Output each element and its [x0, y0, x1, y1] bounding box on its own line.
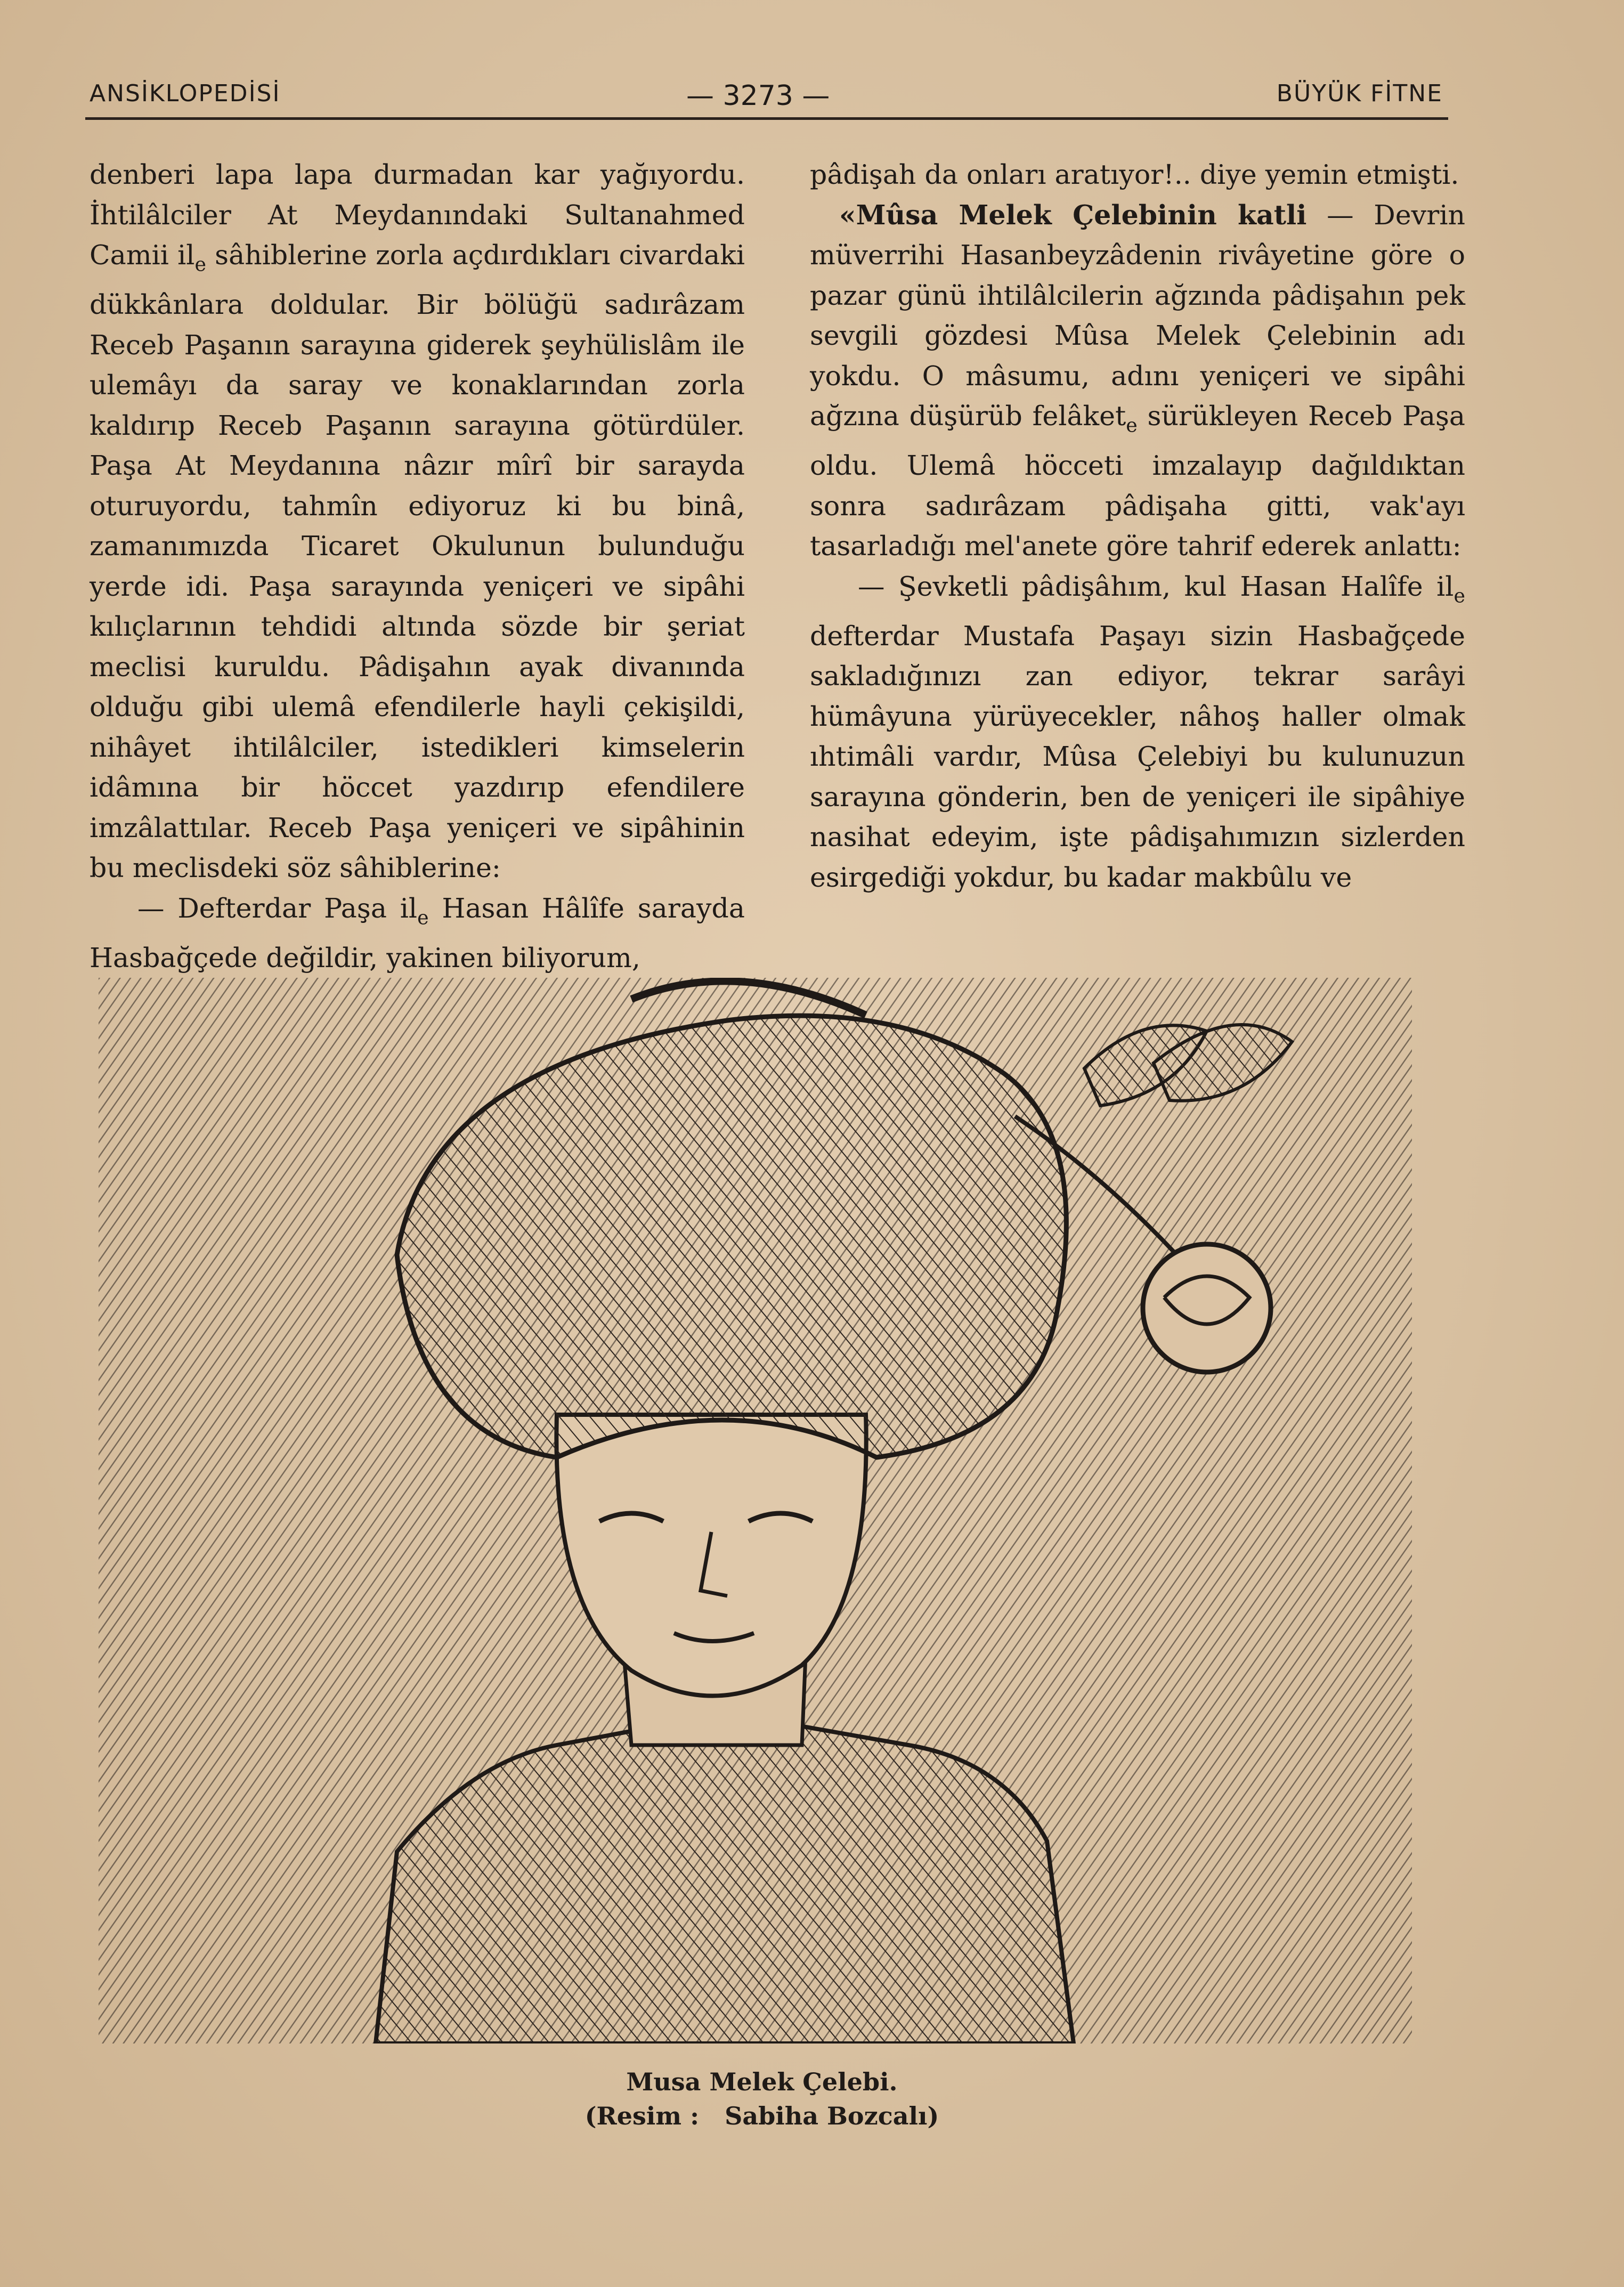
section-heading: «Mûsa Melek Çelebinin katli — [839, 199, 1307, 231]
header-right: BÜYÜK FİTNE — [1276, 80, 1443, 107]
left-paragraph-1 — [90, 155, 745, 888]
right-p3-diacritic: e — [1454, 584, 1465, 607]
right-p3-text-a: — Şevketli pâdişâhım, kul Hasan Halîfe il — [858, 570, 1454, 602]
right-p2-diacritic: e — [1126, 413, 1138, 437]
right-paragraph-3 — [810, 566, 1465, 898]
running-head — [90, 75, 1443, 117]
right-paragraph-1: pâdişah da onları aratıyor!.. diye yemin etmişti. — [810, 159, 1459, 190]
left-p2-text-b: Hasan Hâlîfe sarayda Hasbağçede değildir, yakinen biliyorum, — [90, 892, 745, 974]
left-paragraph-2 — [90, 888, 745, 978]
left-p1-text-a: denberi lapa lapa durmadan kar yağıyordu. İhtilâlciler At Meydanındaki Sultanahmed Camii il — [90, 159, 745, 271]
caption-title: Musa Melek Çelebi. — [626, 2067, 898, 2096]
portrait-drawing — [99, 978, 1412, 2043]
left-column — [90, 155, 745, 974]
header-left: ANSİKLOPEDİSİ — [90, 80, 281, 107]
portrait-illustration — [99, 978, 1412, 2043]
caption-credit: (Resim : Sabiha Bozcalı) — [584, 2102, 939, 2130]
right-p3-text-b: defterdar Mustafa Paşayı sizin Hasbağçede sakladığınızı zan ediyor, tekrar sarâyi hümâyuna yürüyecekler, nâhoş haller olmak ıhtimâli vardır, Mûsa Çelebiyi bu kulunuzun sarayına gönderin, ben de yeniçeri ile sipâhiye nasihat edeyim, işte pâdişahımızın sizlerden esirgediği yokdur, bu kadar makbûlu ve — [810, 620, 1465, 893]
right-paragraph-2 — [810, 195, 1465, 566]
page-number: — 3273 — — [686, 80, 830, 112]
figure-caption — [543, 2065, 980, 2133]
left-p1-text-b: sâhiblerine zorla açdırdıkları civardaki dükkânlara doldular. Bir bölüğü sadırâzam Receb Paşanın sarayına giderek şeyhülislâm ile ulemâyı da saray ve konaklarından zorla kaldırıp Receb Paşanın sarayına götürdüler. Paşa At Meydanına nâzır mîrî bir sarayda oturuyordu, tahmîn ediyoruz ki bu binâ, zamanımızda Ticaret Okulunun bulunduğu yerde idi. Paşa sarayında yeniçeri ve sipâhi kılıçlarının tehdidi altında sözde bir şeriat meclisi kuruldu. Pâdişahın ayak divanında olduğu gibi ulemâ efendilerle hayli çekişildi, nihâyet ihtilâlciler, istedikleri kimselerin idâmına bir höccet yazdırıp efendilere imzâlattılar. Receb Paşa yeniçeri ve sipâhinin bu meclisdeki söz sâhiblerine: — [90, 239, 745, 884]
right-column — [810, 155, 1465, 948]
header-rule — [85, 117, 1448, 120]
rose-flower — [1143, 1244, 1271, 1372]
right-p2-text-b: sürükleyen Receb Paşa oldu. Ulemâ höcceti imzalayıp dağıldıktan sonra sadırâzam pâdişaha gitti, vak'ayı tasarladığı mel'anete göre tahrif ederek anlattı: — [810, 400, 1465, 562]
left-p2-diacritic: e — [417, 906, 429, 929]
left-p1-diacritic: e — [194, 253, 206, 276]
left-p2-text-a: — Defterdar Paşa il — [137, 892, 418, 924]
right-p2-text-a: — Devrin müverrihi Hasanbeyzâdenin rivâyetine göre o pazar günü ihtilâlcilerin ağzında pâdişahın pek sevgili gözdesi Mûsa Melek Çelebinin adı yokdu. O mâsumu, adını yeniçeri ve sipâhi ağzına düşürüb felâket — [810, 199, 1466, 432]
